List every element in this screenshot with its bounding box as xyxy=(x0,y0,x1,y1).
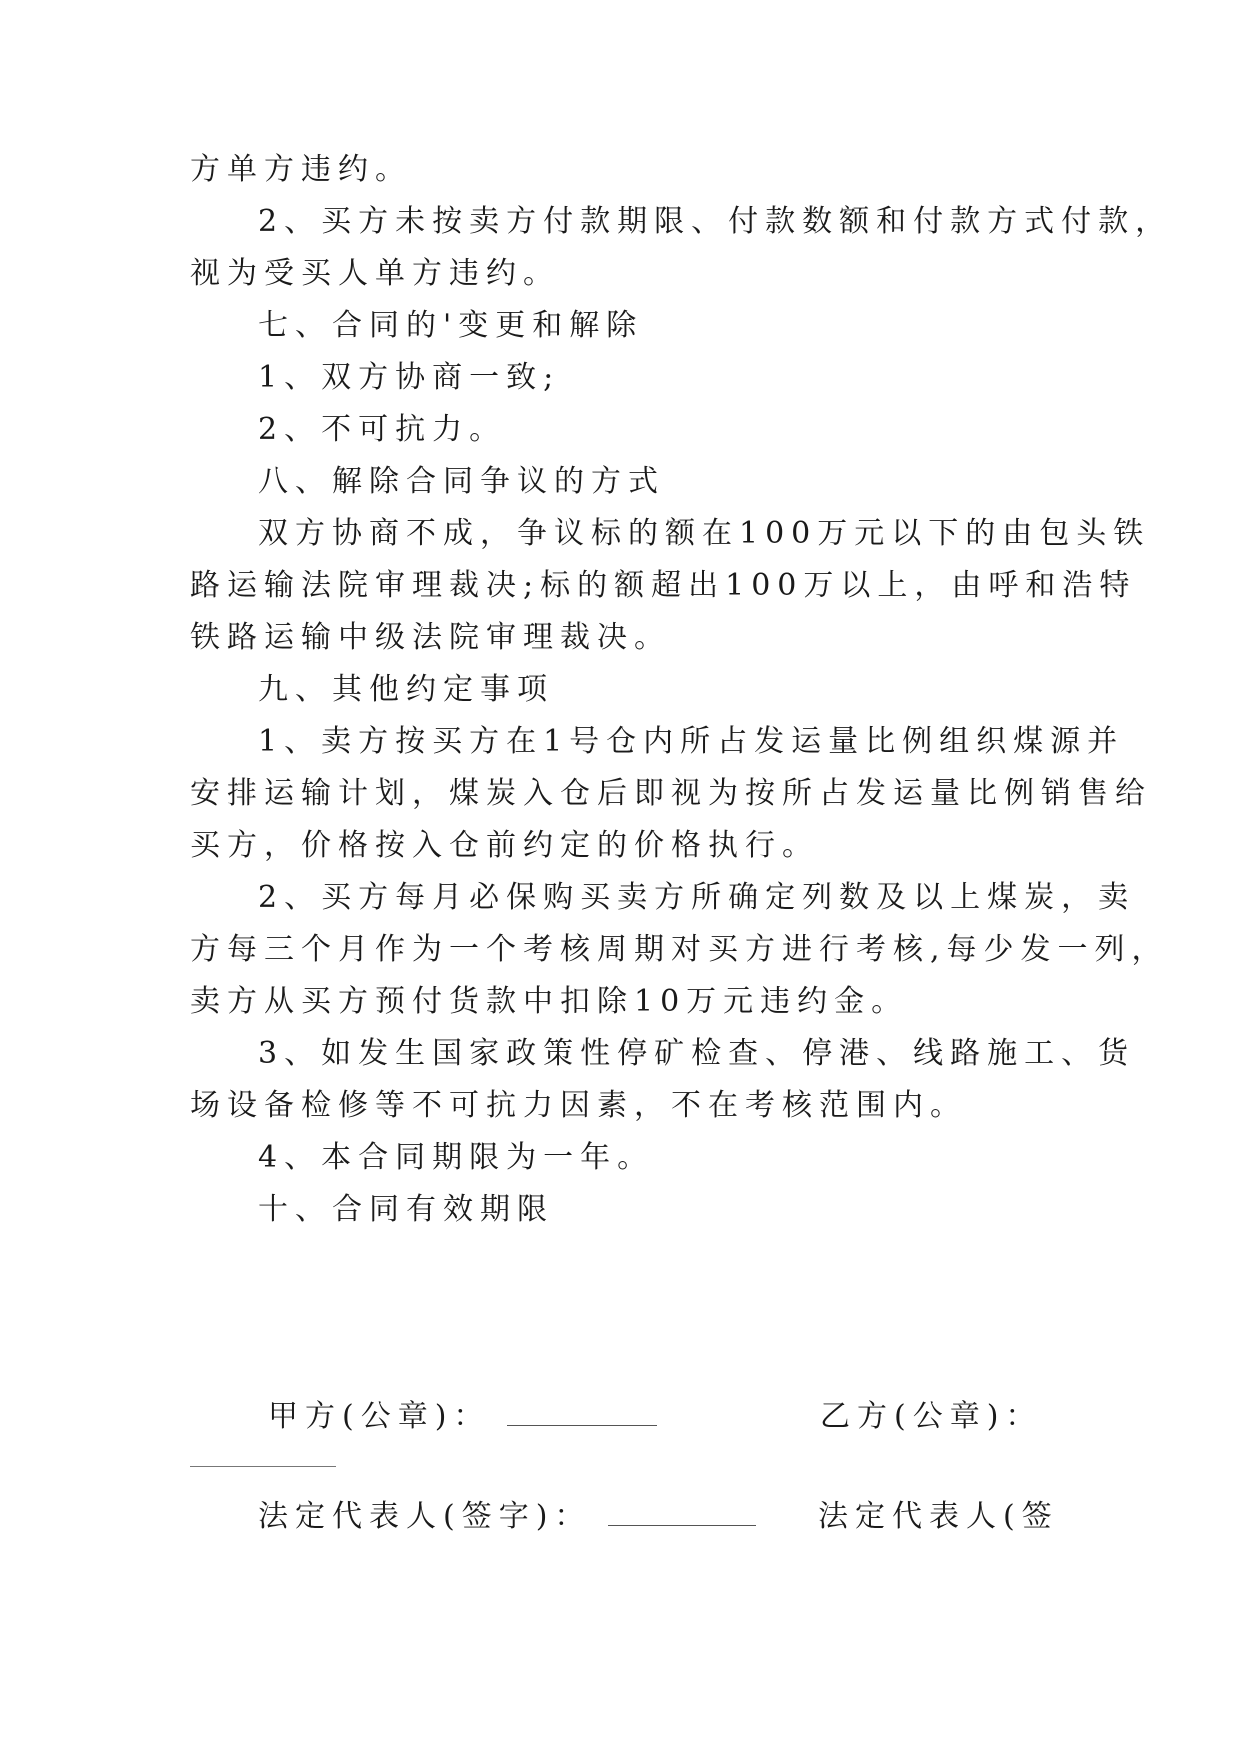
section-heading: 十、合同有效期限 xyxy=(258,1192,554,1227)
paragraph-line: 卖方从买方预付货款中扣除10万元违约金。 xyxy=(190,984,909,1019)
paragraph-line: 2、买方未按卖方付款期限、付款数额和付款方式付款， xyxy=(258,204,1173,239)
paragraph-line: 2、买方每月必保购买卖方所确定列数及以上煤炭，卖 xyxy=(258,880,1136,915)
paragraph-line: 1、卖方按买方在1号仓内所占发运量比例组织煤源并 xyxy=(258,724,1125,759)
party-b-seal-blank xyxy=(190,1466,336,1467)
legal-rep-a-label: 法定代表人(签字)： xyxy=(258,1499,592,1534)
paragraph-line: 铁路运输中级法院审理裁决。 xyxy=(190,620,671,655)
paragraph-line: 3、如发生国家政策性停矿检查、停港、线路施工、货 xyxy=(258,1036,1136,1071)
section-heading: 七、合同的'变更和解除 xyxy=(258,308,644,343)
paragraph-line: 视为受买人单方违约。 xyxy=(190,256,560,291)
paragraph-line: 方每三个月作为一个考核周期对买方进行考核,每少发一列， xyxy=(190,932,1169,967)
paragraph-line: 方单方违约。 xyxy=(190,152,412,187)
paragraph-line: 买方，价格按入仓前约定的价格执行。 xyxy=(190,828,819,863)
legal-rep-a-line xyxy=(258,1497,756,1537)
paragraph-line: 路运输法院审理裁决;标的额超出100万以上，由呼和浩特 xyxy=(190,568,1137,603)
party-a-seal-label: 甲方(公章)： xyxy=(268,1399,491,1434)
legal-rep-b-label: 法定代表人(签 xyxy=(818,1499,1059,1534)
party-a-seal-blank xyxy=(507,1399,657,1426)
paragraph-line: 双方协商不成，争议标的额在100万元以下的由包头铁 xyxy=(258,516,1151,551)
paragraph-line: 安排运输计划，煤炭入仓后即视为按所占发运量比例销售给 xyxy=(190,776,1152,811)
paragraph-line: 1、双方协商一致; xyxy=(258,360,561,395)
paragraph-line: 场设备检修等不可抗力因素，不在考核范围内。 xyxy=(190,1088,967,1123)
legal-rep-a-blank xyxy=(608,1499,756,1526)
section-heading: 八、解除合同争议的方式 xyxy=(258,464,665,499)
paragraph-line: 2、不可抗力。 xyxy=(258,412,507,447)
paragraph-line: 4、本合同期限为一年。 xyxy=(258,1140,655,1175)
party-b-seal-label: 乙方(公章)： xyxy=(820,1399,1043,1434)
section-heading: 九、其他约定事项 xyxy=(258,672,554,707)
party-a-seal-line xyxy=(268,1397,657,1437)
